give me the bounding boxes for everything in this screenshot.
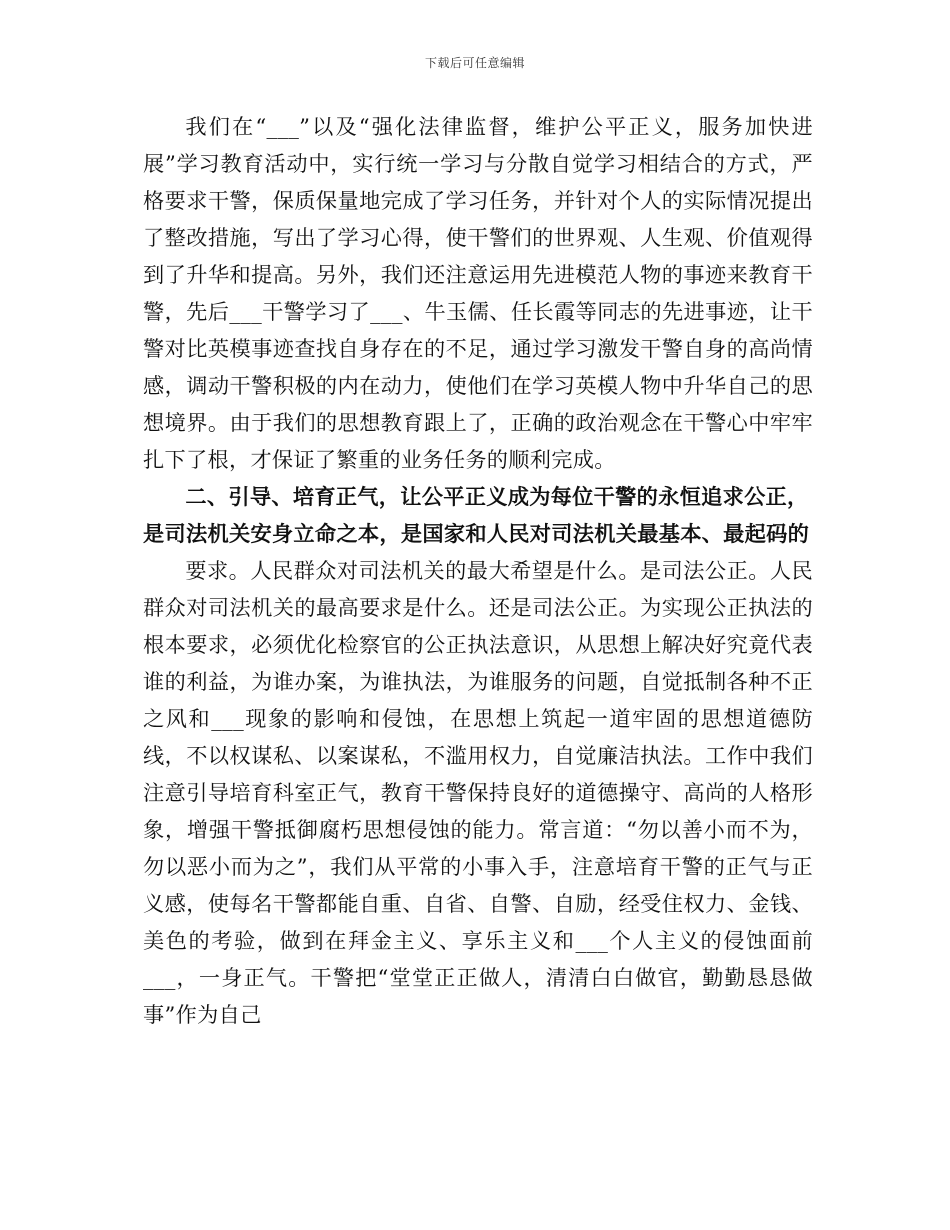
section-heading-two: 二、引导、培育正气，让公平正义成为每位干警的永恒追求公正，是司法机关安身立命之本，是国家和人民对司法机关最基本、最起码的 bbox=[143, 484, 810, 546]
page-header: 下载后可任意编辑 bbox=[424, 56, 525, 70]
document-body bbox=[143, 108, 813, 1033]
paragraph-fair-justice: 要求。人民群众对司法机关的最大希望是什么。是司法公正。人民群众对司法机关的最高要求是什么。还是司法公正。为实现公正执法的根本要求，必须优化检察官的公正执法意识，从思想上解决好究竟代表谁的利益，为谁办案，为谁执法，为谁服务的问题，自觉抵制各种不正之风和___现象的影响和侵蚀，在思想上筑起一道牢固的思想道德防线，不以权谋私、以案谋私，不滥用权力，自觉廉洁执法。工作中我们注意引导培育科室正气，教育干警保持良好的道德操守、高尚的人格形象，增强干警抵御腐朽思想侵蚀的能力。常言道：“勿以善小而不为，勿以恶小而为之”，我们从平常的小事入手，注意培育干警的正气与正义感，使每名干警都能自重、自省、自警、自励，经受住权力、金钱、美色的考验，做到在拜金主义、享乐主义和___个人主义的侵蚀面前___，一身正气。干警把“堂堂正正做人，清清白白做官，勤勤恳恳做事”作为自己 bbox=[143, 558, 813, 1027]
paragraph-study-education: 我们在“___”以及“强化法律监督，维护公平正义，服务加快进展”学习教育活动中，实行统一学习与分散自觉学习相结合的方式，严格要求干警，保质保量地完成了学习任务，并针对个人的实际情况提出了整改措施，写出了学习心得，使干警们的世界观、人生观、价值观得到了升华和提高。另外，我们还注意运用先进模范人物的事迹来教育干警，先后___干警学习了___、牛玉儒、任长霞等同志的先进事迹，让干警对比英模事迹查找自身存在的不足，通过学习激发干警自身的高尚情感，调动干警积极的内在动力，使他们在学习英模人物中升华自己的思想境界。由于我们的思想教育跟上了，正确的政治观念在干警心中牢牢扎下了根，才保证了繁重的业务任务的顺利完成。 bbox=[143, 114, 813, 472]
